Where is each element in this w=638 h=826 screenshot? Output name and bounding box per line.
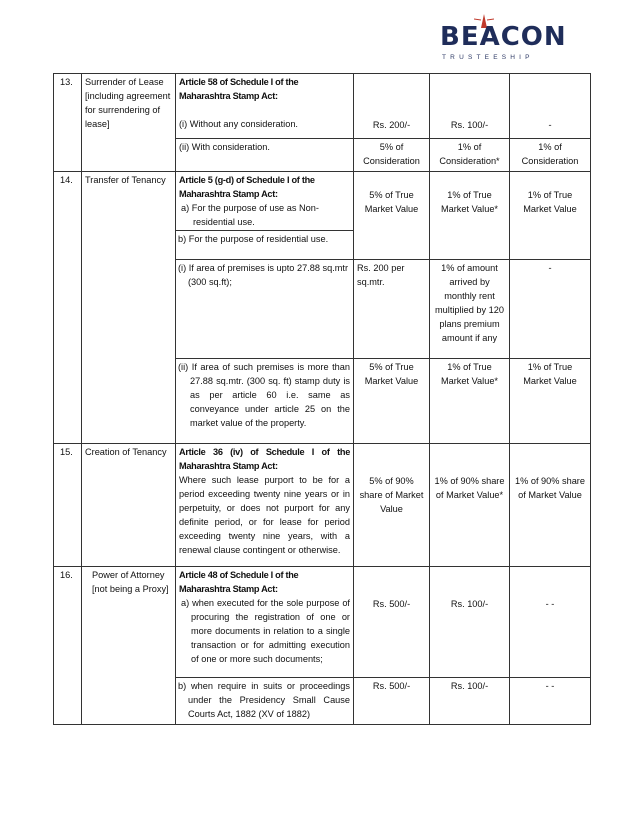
value-cell: 5% of True Market Value (354, 172, 430, 260)
value-cell: - - (510, 567, 591, 678)
beacon-logo (440, 14, 590, 64)
value-cell: Rs. 200 per sq.mtr. (354, 260, 430, 359)
value-cell: 5% of True Market Value (354, 359, 430, 444)
item-text: Where such lease purport to be for a period exceeding twenty nine years or in perpetuity, or does not purport for any definite period, or for lease for period exceeding twenty nine years, with a renewal clause contingent or otherwise. (179, 475, 350, 555)
row-number: 13. (54, 74, 82, 172)
value-cell: Rs. 500/- (354, 567, 430, 678)
item-text: (i) If area of premises is upto 27.88 sq.mtr (300 sq.ft); (176, 260, 354, 359)
value-cell: 1% of True Market Value (510, 172, 591, 260)
particular-cell: Surrender of Lease [including agreement for surrendering of lease] (82, 74, 176, 172)
value-cell: Rs. 100/- (430, 567, 510, 678)
item-text: b) when require in suits or proceedings under the Presidency Small Cause Courts Act, 1882 (XV of 1882) (176, 678, 354, 725)
value-cell: 1% of 90% share of Market Value* (430, 444, 510, 567)
item-text: a) when executed for the sole purpose of procuring the registration of one or more documents in relation to a single transaction or for admitting execution of one or more such documents; (181, 598, 350, 664)
article-heading: Article 5 (g-d) of Schedule I of the Maharashtra Stamp Act: (179, 175, 315, 199)
value-cell: 1% of 90% share of Market Value (510, 444, 591, 567)
value-cell: 1% of Consideration (510, 139, 591, 172)
table-row (54, 172, 591, 231)
value-cell: 1% of amount arrived by monthly rent multiplied by 120 plans premium amount if any (430, 260, 510, 359)
article-heading: Article 36 (iv) of Schedule I of the Maharashtra Stamp Act: (179, 447, 350, 471)
item-text: a) For the purpose of use as Non-residential use. (181, 203, 319, 227)
value-cell: 1% of True Market Value (510, 359, 591, 444)
article-heading: Article 48 of Schedule I of the Maharashtra Stamp Act: (179, 570, 299, 594)
value-cell: 1% of True Market Value* (430, 359, 510, 444)
item-text: b) For the purpose of residential use. (176, 231, 354, 260)
value-cell: 1% of Consideration* (430, 139, 510, 172)
value-cell: - - (510, 678, 591, 725)
logo-tagline: TRUSTEESHIP (442, 54, 534, 61)
value-cell: 5% of 90% share of Market Value (354, 444, 430, 567)
item-text: (ii) If area of such premises is more than 27.88 sq.mtr. (300 sq. ft) stamp duty is as per article 60 i.e. same as conveyance under article 25 on the market value of the property. (176, 359, 354, 444)
row-number: 16. (54, 567, 82, 725)
item-text: (i) Without any consideration. (179, 119, 298, 129)
table-row (54, 567, 591, 678)
value-cell: - (510, 74, 591, 139)
article-heading: Article 58 of Schedule I of the Maharashtra Stamp Act: (179, 77, 299, 101)
value-cell: 5% of Consideration (354, 139, 430, 172)
row-number: 15. (54, 444, 82, 567)
particular-cell: Transfer of Tenancy (82, 172, 176, 444)
particular-cell: Creation of Tenancy (82, 444, 176, 567)
item-text: (ii) With consideration. (176, 139, 354, 172)
stamp-duty-table (53, 73, 591, 725)
particular-cell: Power of Attorney [not being a Proxy] (82, 567, 176, 725)
value-cell: Rs. 100/- (430, 678, 510, 725)
value-cell: Rs. 200/- (354, 74, 430, 139)
table-row (54, 74, 591, 139)
value-cell: 1% of True Market Value* (430, 172, 510, 260)
value-cell: Rs. 500/- (354, 678, 430, 725)
logo-wordmark: BEACON (440, 22, 567, 52)
value-cell: - (510, 260, 591, 359)
row-number: 14. (54, 172, 82, 444)
value-cell: Rs. 100/- (430, 74, 510, 139)
table-row (54, 444, 591, 567)
